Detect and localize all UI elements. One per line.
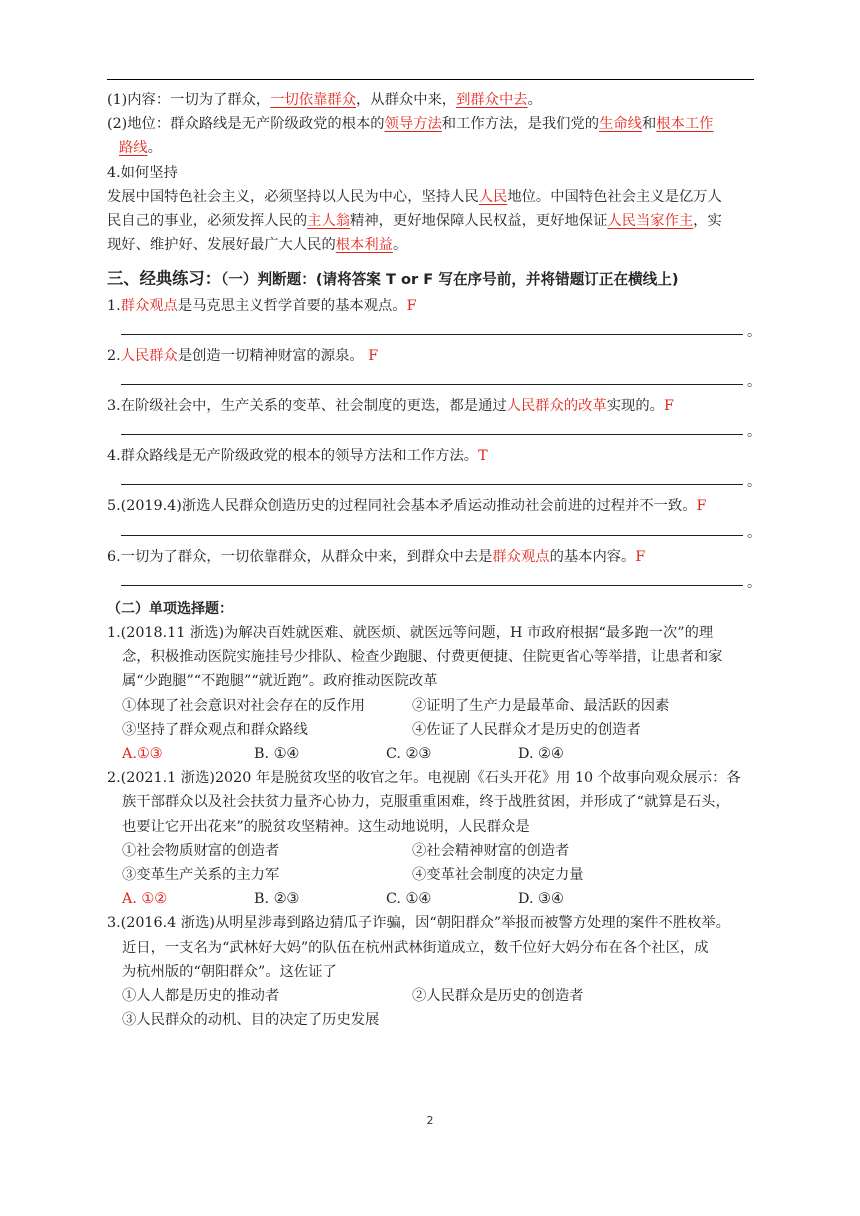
answer-mark: F [696, 498, 707, 515]
statement: ①社会物质财富的创造者 [122, 842, 280, 859]
persist-paragraph: 发展中国特色社会主义，必须坚持以人民为中心，坚持人民人民地位。中国特色社会主义是亿万人 民自己的事业，必须发挥人民的主人翁精神，更好地保障人民权益，更好地保证人民当家作主，实 现好、维护好、发展好最广大人民的根本利益。 [107, 188, 722, 254]
answer-blank: 路线 [119, 140, 148, 157]
statement: ②人民群众是历史的创造者 [412, 988, 584, 1005]
true-false-list [107, 294, 762, 595]
label: (1)内容： [107, 92, 171, 108]
mc-question [107, 621, 757, 766]
statement: ④变革社会制度的决定力量 [412, 867, 584, 884]
mass-line-position: (2)地位：群众路线是无产阶级政党的根本的领导方法和工作方法，是我们党的生命线和根本工作 [107, 116, 714, 133]
answer-blank: 生命线 [599, 116, 642, 133]
statement: ②社会精神财富的创造者 [412, 842, 570, 859]
answer-blank: 人民当家作主 [607, 213, 694, 230]
mc-question [107, 911, 757, 1032]
mc-heading: （二）单项选择题： [107, 600, 233, 617]
answer-blank: 到群众中去 [456, 92, 528, 108]
answer-blank: 主人翁 [307, 213, 351, 230]
mass-line-position-cont: 路线。 [119, 140, 162, 157]
section-heading: 三、经典练习：（一）判断题：(请将答案 T or F 写在序号前，并将错题订正在横线上) [107, 269, 679, 289]
correction-line[interactable]: 。 [107, 468, 757, 494]
answer-blank: 一切依靠群众 [270, 92, 357, 108]
question-stem: 1.(2018.11 浙选)为解决百姓就医难、就医烦、就医远等问题，H 市政府根据“最多跑一次”的理 念，积极推动医院实施挂号少排队、检查少跑腿、付费更便捷、住院更省心等举措，让患者和家 属“少跑腿”“不跑腿”“就近跑”。政府推动医院改革 [107, 625, 723, 690]
answer-mark: F [406, 297, 417, 314]
header-rule [107, 79, 754, 80]
correction-line[interactable]: 。 [107, 318, 757, 344]
answer-mark: F [663, 398, 674, 415]
statement: ③坚持了群众观点和群众路线 [122, 721, 308, 738]
answer-mark: F [635, 548, 646, 565]
statement: ③变革生产关系的主力军 [122, 867, 280, 884]
answer-blank: 人民 [478, 188, 508, 205]
answer-blank: 根本工作 [656, 116, 714, 133]
choice-c: C. ②③ [386, 746, 432, 763]
choice-c: C. ①④ [386, 891, 432, 908]
persist-heading: 4.如何坚持 [107, 164, 178, 181]
tf-item: 5.(2019.4)浙选人民群众创造历史的过程同社会基本矛盾运动推动社会前进的过程并不一致。F [107, 498, 707, 515]
answer-mark: F [368, 347, 379, 364]
choice-d: D. ③④ [518, 891, 564, 908]
tf-item: 4.群众路线是无产阶级政党的根本的领导方法和工作方法。T [107, 448, 488, 465]
choice-a: A.①③ [122, 746, 163, 763]
correction-line[interactable]: 。 [107, 368, 757, 394]
tf-item: 2.人民群众是创造一切精神财富的源泉。 F [107, 347, 379, 364]
correction-line[interactable]: 。 [107, 519, 757, 545]
choice-b: B. ②③ [254, 891, 300, 908]
choice-d: D. ②④ [518, 746, 564, 763]
answer-blank: 根本利益 [335, 237, 393, 254]
page-number: 2 [426, 1114, 434, 1127]
tf-item: 6.一切为了群众，一切依靠群众，从群众中来，到群众中去是群众观点的基本内容。F [107, 548, 646, 565]
tf-item: 1.群众观点是马克思主义哲学首要的基本观点。F [107, 297, 417, 314]
statement: ①体现了社会意识对社会存在的反作用 [122, 697, 366, 714]
label: (2)地位： [107, 116, 171, 133]
statement: ①人人都是历史的推动者 [122, 988, 280, 1005]
question-stem: 3.(2016.4 浙选)从明星涉毒到路边猜瓜子诈骗，因“朝阳群众”举报而被警方处理的案件不胜枚举。 近日，一支名为“武林好大妈”的队伍在杭州武林街道成立，数千位好大妈分布在各个社区，成 为杭州版的“朝阳群众”。这佐证了 [107, 915, 730, 980]
mass-line-content: (1)内容：一切为了群众，一切依靠群众，从群众中来，到群众中去。 [107, 92, 542, 108]
mc-question [107, 766, 757, 911]
choice-a: A. ①② [122, 891, 168, 908]
statement: ②证明了生产力是最革命、最活跃的因素 [412, 697, 670, 714]
question-stem: 2.(2021.1 浙选)2020 年是脱贫攻坚的收官之年。电视剧《石头开花》用 10 个故事向观众展示：各 族干部群众以及社会扶贫力量齐心协力，克服重重困难，终于战胜贫困，并形成了“就算是石头， 也要让它开出花来”的脱贫攻坚精神。这生动地说明，人民群众是 [107, 770, 741, 835]
correction-line[interactable]: 。 [107, 569, 757, 595]
statement: ③人民群众的动机、目的决定了历史发展 [122, 1012, 380, 1029]
answer-mark: T [478, 448, 488, 465]
page-content [107, 88, 762, 1033]
correction-line[interactable]: 。 [107, 418, 757, 444]
choice-b: B. ①④ [254, 746, 300, 763]
tf-item: 3.在阶级社会中，生产关系的变革、社会制度的更迭，都是通过人民群众的改革实现的。F [107, 398, 674, 415]
statement: ④佐证了人民群众才是历史的创造者 [412, 721, 641, 738]
answer-blank: 领导方法 [384, 116, 442, 133]
